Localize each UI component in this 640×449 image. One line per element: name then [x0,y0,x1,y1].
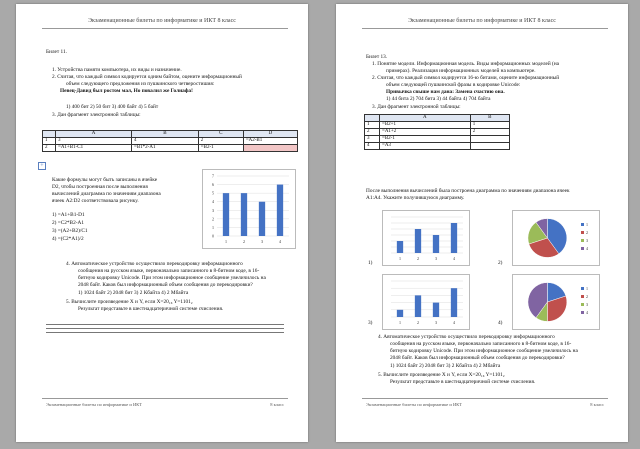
cell: 3 [365,136,380,143]
cell: 2 [470,129,509,136]
question-2-answers: 1) 400 бит 2) 50 бит 3) 400 байт 4) 5 байт [66,104,159,110]
ticket-title: Билет 11. [46,49,67,55]
task-text-1: Какие формулы могут быть записаны в ячейке [52,177,158,183]
cell: 1 [43,138,56,145]
question-2-quote: Привычка свыше нам дана: Замена счастию она. [386,89,505,95]
legend-label: 2 [586,294,588,299]
col-header: A [380,115,471,122]
legend-label: 2 [586,230,588,235]
bar [259,202,265,236]
col-header: C [198,131,243,138]
task-text-2: D2, чтобы построенная после выполнения [52,184,148,190]
bar [397,310,403,317]
footer-left: Экзаменационные билеты по информатике и ИКТ [366,402,462,407]
cell: 1 [365,122,380,129]
question-2-line-1: 2. Считая, что каждый символ кодируется одним байтом, оцените информационный [52,74,242,80]
question-5-line-1: 5. Вычислите произведение X и Y, если X=20₁₆ Y=1101₂ [66,299,193,305]
task-text-4: ячеек A2:D2 соответствовала рисунку. [52,198,139,204]
question-4-line-4: 2048 байт. Каков был информационный объем сообщения до перекодировки? [390,355,565,361]
legend-label: 3 [586,238,588,243]
question-1-line-2: примерах). Реализация информационных моделей на компьютере. [386,68,536,74]
cell: 2 [365,129,380,136]
bar-chart [202,169,296,249]
y-tick-label: 5 [212,190,214,196]
option-2: 2) =C2*B2-A1 [52,220,84,226]
bar [415,229,421,253]
cell: =A2-B1 [243,138,297,145]
x-tick-label: 1 [399,256,401,261]
legend-label: 4 [586,246,588,251]
bar [223,193,229,236]
chart-label-4: 4) [498,320,503,326]
cell: 1 [470,122,509,129]
page-footer [46,402,284,407]
bar [241,193,247,236]
cell: 3 [56,138,132,145]
cell: 4 [132,138,199,145]
question-2-answers: 1) 44 бита 2) 704 бита 3) 44 байта 4) 704 байта [386,96,491,102]
bar [397,241,403,253]
legend-swatch [581,239,584,242]
answer-line [46,332,284,333]
x-tick-label: 1 [399,320,401,325]
col-header: B [132,131,199,138]
x-tick-label: 3 [435,256,437,261]
ticket-title: Билет 13. [366,54,388,60]
bar [415,295,421,317]
bar [433,235,439,253]
y-tick-label: 3 [212,207,214,213]
cell: =B1*2-A1 [132,145,199,152]
question-1-line-1: 1. Понятие модели. Информационная модель. Виды информационных моделей (на [372,61,560,67]
legend-label: 4 [586,310,588,315]
question-4-line-3: битную кодировку Unicode. При этом информационное сообщение увеличилось на [390,348,578,354]
question-2-line-1: 2. Считая, что каждый символ кодируется 16-ю битами, оцените информационный [372,75,560,81]
question-5-line-2: Результат представьте в шестнадцатеричной системе счисления. [390,379,536,385]
footer-rule [42,398,288,399]
option-3: 3) =(A2+B2)/C1 [52,228,88,234]
x-tick-label: 3 [261,239,263,244]
question-1: 1. Устройства памяти компьютера, их виды и назначение. [52,67,182,73]
answer-line [46,324,284,325]
chart-label-1: 1) [368,260,373,266]
legend-swatch [581,311,584,314]
question-4-line-4: 2048 байт. Каков был информационный объем сообщения до перекодировки? [78,282,253,288]
question-5-line-2: Результат представьте в шестнадцатеричной системе счисления. [78,306,224,312]
page-right [336,4,628,442]
question-2-line-2: объем следующего предложения из пушкинского четверостишия: [66,81,215,87]
question-2-line-2: объем следующей пушкинской фразы в кодировке Unicode: [386,82,521,88]
y-tick-label: 7 [212,173,214,179]
legend-label: 1 [586,222,588,227]
question-4-line-3: битную кодировку Unicode. При этом информационное сообщение увеличилось на [78,275,266,281]
bar-chart-option-1 [382,210,470,266]
task-text-1: После выполнения вычислений была построена диаграмма по значениям диапазона ячеек [366,188,570,194]
bar [433,303,439,317]
col-header: A [56,131,132,138]
spreadsheet-table [364,114,510,150]
x-tick-label: 2 [417,256,419,261]
page-footer [366,402,604,407]
legend-swatch [581,295,584,298]
question-4-line-1: 4. Автоматическое устройство осуществило перекодировку информационного [66,261,243,267]
bar [451,288,457,317]
chart-label-2: 2) [498,260,503,266]
table-move-handle-icon[interactable]: + [38,162,46,170]
pie-chart-option-2 [512,210,600,266]
y-tick-label: 4 [212,199,214,205]
bar [277,185,283,236]
question-3: 3. Дан фрагмент электронной таблицы: [372,104,461,110]
pie-chart-option-4 [512,274,600,330]
footer-left: Экзаменационные билеты по информатике и ИКТ [46,402,142,407]
legend-swatch [581,303,584,306]
legend-swatch [581,287,584,290]
cell-highlight [243,145,297,152]
option-1: 1) =A1+B1-D1 [52,212,85,218]
legend-label: 1 [586,286,588,291]
col-header: B [470,115,509,122]
page-header: Экзаменационные билеты по информатике и ИКТ 8 класс [88,18,236,24]
col-header [365,115,380,122]
y-tick-label: 2 [212,216,214,222]
cell: 2 [43,145,56,152]
y-tick-label: 1 [212,224,214,230]
y-tick-label: 0 [212,233,214,239]
question-4-answers: 1) 1024 байт 2) 2048 бит 3) 2 Кбайта 4) 2 Мбайта [78,290,189,296]
x-tick-label: 2 [243,239,245,244]
cell [470,143,509,150]
question-4-answers: 1) 1024 байт 2) 2048 бит 3) 2 Кбайта 4) 2 Мбайта [390,363,501,369]
cell: =A1+B1-C1 [56,145,132,152]
question-4-line-2: сообщения на русском языке, первоначально записанного в 8-битном коде, в 16- [390,341,572,347]
cell: =A3 [380,143,471,150]
col-header [43,131,56,138]
task-text-3: вычислений диаграмма по значениям диапазона [52,191,161,197]
header-rule [42,28,288,29]
page-header: Экзаменационные билеты по информатике и ИКТ 8 класс [408,18,556,24]
bar-chart-option-3 [382,274,470,330]
bar [451,223,457,253]
x-tick-label: 4 [453,320,455,325]
cell: =B2-1 [198,145,243,152]
legend-swatch [581,223,584,226]
x-tick-label: 2 [417,320,419,325]
footer-right: 8 класс [590,402,604,407]
option-4: 4) =(C2*A1)/2 [52,236,84,242]
spreadsheet-table [42,130,298,152]
header-rule [362,28,608,29]
legend-swatch [581,247,584,250]
cell: 2 [198,138,243,145]
legend-label: 3 [586,302,588,307]
cell: =A1+2 [380,129,471,136]
x-tick-label: 1 [225,239,227,244]
x-tick-label: 3 [435,320,437,325]
y-tick-label: 6 [212,182,214,188]
question-4-line-1: 4. Автоматическое устройство осуществило перекодировку информационного [378,334,555,340]
question-5-line-1: 5. Вычислите произведение X и Y, если X=20₁₆ Y=1101₂ [378,372,505,378]
footer-rule [362,398,608,399]
page-left [16,4,308,442]
question-2-quote: Певец-Давид был ростом мал, Но повалил же Голиафа! [60,88,193,94]
question-4-line-2: сообщения на русском языке, первоначально записанного в 8-битном коде, в 16- [78,268,260,274]
legend-swatch [581,231,584,234]
x-tick-label: 4 [279,239,281,244]
col-header: D [243,131,297,138]
answer-line [46,328,284,329]
question-3: 3. Дан фрагмент электронной таблицы: [52,112,141,118]
task-text-2: A1:A4. Укажите получившуюся диаграмму. [366,195,465,201]
cell: 4 [365,143,380,150]
footer-right: 8 класс [270,402,284,407]
cell [470,136,509,143]
cell: =B2+1 [380,122,471,129]
chart-label-3: 3) [368,320,373,326]
x-tick-label: 4 [453,256,455,261]
cell: =B2-1 [380,136,471,143]
